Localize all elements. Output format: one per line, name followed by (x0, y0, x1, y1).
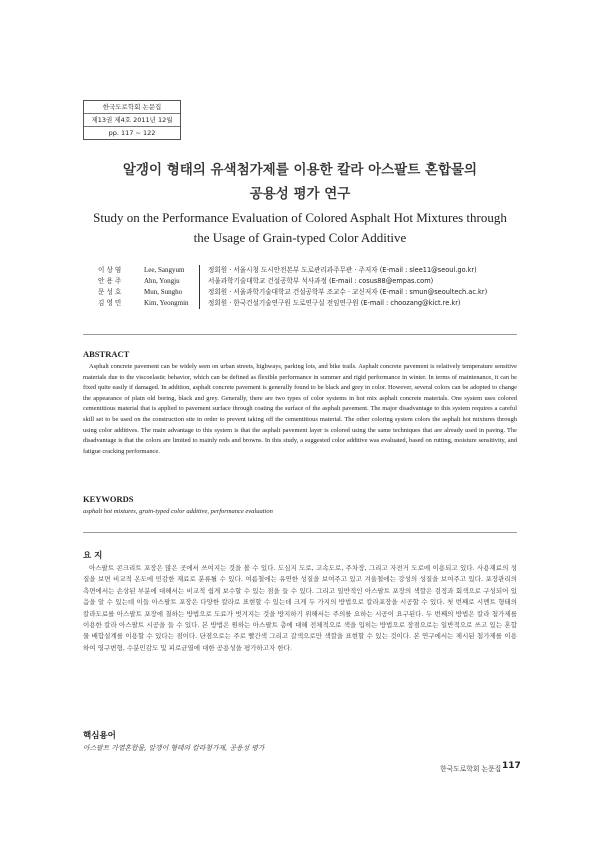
title-english-line-1: Study on the Performance Evaluation of Colored Asphalt Hot Mixtures through (93, 210, 507, 225)
summary-ko-text: 아스팔트 콘크리트 포장은 많은 곳에서 쓰여지는 것을 볼 수 있다. 도심지 도로, 고속도로, 주차장, 그리고 자전거 도로에 이용되고 있다. 사용재료의 성질을 보면 비교적 온도에 민감한 재료로 분류될 수 있다. 여름철에는 유연한 성질을 보여주고 있고 겨울철에는 강성의 성질을 보여주고 있다. 포장관리의 측면에서는 손상된 부분에 대해서는 비교적 쉽게 보수할 수 있는 점을 들 수 있다. 그리고 일반적인 아스팔트 포장의 색깔은 검정과 회색으로 구성되어 있음을 알 수 있는데 이들 아스팔트 포장은 다양한 칼라로 표현할 수 있는데 크게 두 가지의 방법으로 칼라포장을 시공할 수 있다. 첫 번째로 시멘트 형태의 칼라도료를 아스팔트 포장에 칠하는 방법으로 도료가 벗겨지는 것을 방지하기 위해서는 주의를 요하는 시공이 요구된다. 두 번째의 방법은 칼라 첨가제를 이용한 칼라 아스팔트 시공을 들 수 있다. 본 방법은 원하는 아스팔트 층에 대해 전체적으로 색을 입히는 방법으로 장점으로는 일반적으로 쓰고 있는 혼합물 배합설계를 이용할 수 있다는 점이다. 단점으로는 주로 빨간색 그리고 갈색으로만 색깔을 표현할 수 있는 것이다. 본 연구에서는 제시된 첨가제를 이용하여 영구변형, 수분민감도 및 피로균열에 대한 공용성을 평가하고자 한다. (83, 564, 517, 652)
title-korean-line-2: 공용성 평가 연구 (249, 186, 351, 202)
section-divider (83, 334, 517, 335)
abstract-heading: ABSTRACT (83, 349, 130, 359)
keywords-ko-heading: 핵심용어 (83, 731, 116, 741)
author-name-ko: 김 영 민 (98, 299, 122, 307)
abstract-text: Asphalt concrete pavement can be widely seen on urban streets, highways, parking lots, and bike trails. Asphalt concrete pavement is relatively temperature sensitive materials due to the viscoelastic behavior, which can be defined as flexible performance in summer and rigid performance in winter. In terms of maintenance, it can be fixed quite easily if damaged. In addition, asphalt concrete pavement is generally found to be black and grey in color. However, several colors can be adopted to change the appearance of plain old boring, black and grey. Generally, there are two types of color systems in hot mix asphalt concrete materials. One system uses colored cementitious material that is applied to pavement surface through coating the surface of the asphalt pavement. The major disadvantage to this system requires a careful skill set to be used on the construction site in order to prevent taking off the cementitious material. The other coloring system colors the asphalt hot mixtures through using color additives. The main advantage to this system is that the asphalt pavement layer is colored using the same techniques that are already used in paving. The disadvantage is that the colors are limited to mainly reds and browns. In this study, a suggested color additive was evaluated, based on rutting, moisture sensitivity, and fatigue cracking performance. (83, 363, 517, 455)
author-divider (199, 287, 200, 298)
author-affiliation: 정회원 · 서울과학기술대학교 건설공학부 조교수 · 교신저자 (E-mail : smun@seoultech.ac.kr) (208, 288, 488, 296)
keywords-text: asphalt hot mixtures, grain-typed color additive, performance evaluation (83, 508, 273, 515)
journal-name: 한국도로학회 논문집 (84, 101, 180, 114)
footer-page-number: 117 (502, 761, 521, 771)
author-divider (199, 298, 200, 309)
author-affiliation: 정회원 · 한국건설기술연구원 도로연구실 전임연구원 (E-mail : choozang@kict.re.kr) (208, 299, 461, 307)
author-name-en: Lee, Sangyum (144, 266, 185, 274)
author-divider (199, 265, 200, 276)
journal-pages: pp. 117 ~ 122 (108, 129, 156, 137)
author-name-ko: 안 용 주 (98, 277, 122, 285)
summary-ko-heading: 요 지 (83, 551, 103, 561)
author-name-ko: 이 상 염 (98, 266, 122, 274)
author-name-ko: 문 성 호 (98, 288, 122, 296)
author-name-en: Ahn, Yongju (144, 277, 180, 285)
section-divider (83, 532, 517, 533)
author-divider (199, 276, 200, 287)
keywords-ko-text: 아스팔트 가열혼합물, 알갱이 형태의 칼라첨가제, 공용성 평가 (83, 744, 265, 752)
title-korean-line-1: 알갱이 형태의 유색첨가제를 이용한 칼라 아스팔트 혼합물의 (122, 162, 478, 178)
journal-volume-issue: 제13권 제4호 2011년 12월 (84, 114, 180, 127)
keywords-heading: KEYWORDS (83, 494, 134, 504)
author-name-en: Kim, Yeongmin (144, 299, 189, 307)
author-name-en: Mun, Sungho (144, 288, 183, 296)
title-english-line-2: the Usage of Grain-typed Color Additive (193, 230, 407, 245)
journal-info-box (83, 100, 181, 140)
author-affiliation: 서울과학기술대학교 건설공학부 석사과정 (E-mail : cosus88@empas.com) (208, 277, 434, 285)
author-affiliation: 정회원 · 서울시청 도시안전본부 도로관리과주무관 · 주저자 (E-mail : slee11@seoul.go.kr) (208, 266, 477, 274)
footer-journal-name: 한국도로학회 논문집 (440, 765, 502, 773)
